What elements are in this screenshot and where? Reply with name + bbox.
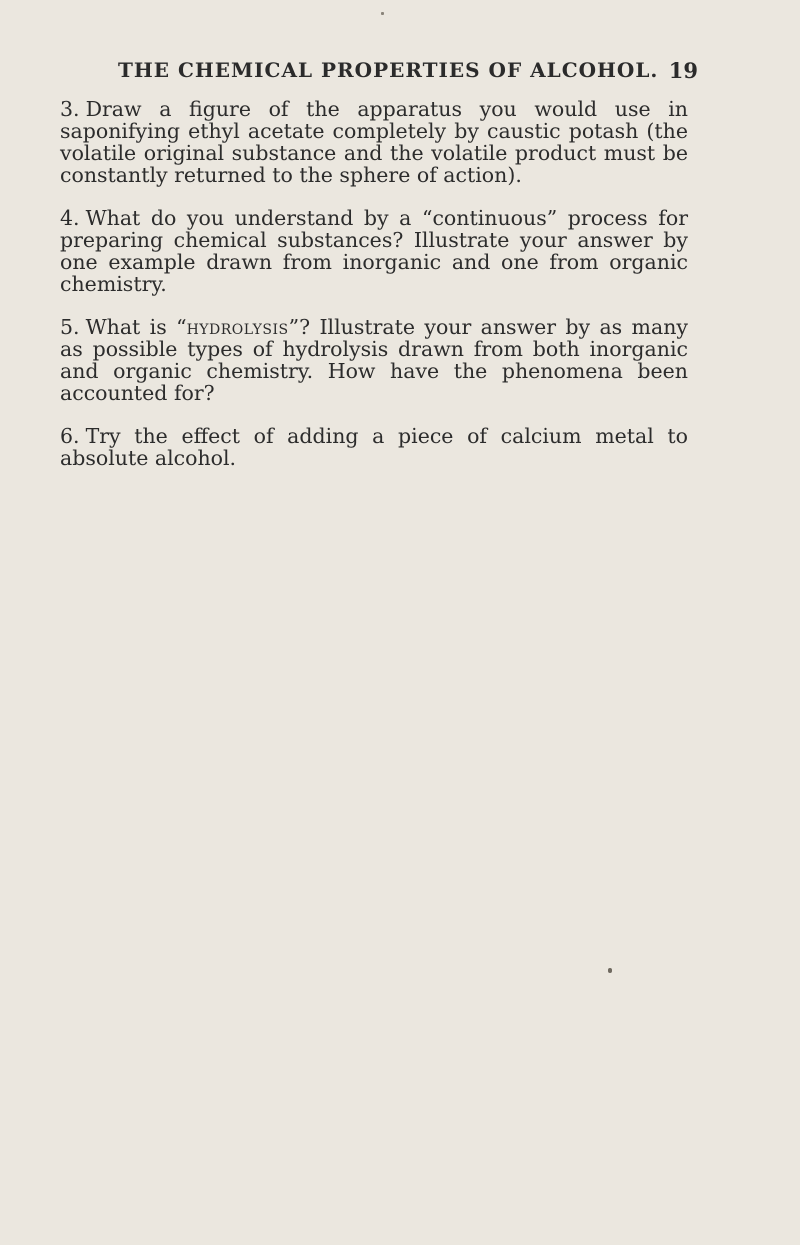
question-4	[60, 207, 688, 295]
question-6	[60, 425, 688, 469]
question-number: 3.	[60, 97, 80, 121]
running-head: THE CHEMICAL PROPERTIES OF ALCOHOL.	[118, 58, 659, 82]
page-header	[118, 58, 698, 88]
question-5	[60, 316, 688, 404]
question-number: 5.	[60, 315, 80, 339]
questions-list	[60, 98, 688, 490]
question-number: 4.	[60, 206, 80, 230]
question-text: Try the effect of adding a piece of calcium metal to absolute alcohol.	[60, 424, 688, 470]
question-term: hydrolysis	[186, 315, 289, 339]
page-number: 19	[668, 58, 698, 83]
question-text: Draw a figure of the apparatus you would use in saponifying ethyl acetate completely by caustic potash (the volatile original substance and the volatile product must be constantly returned to the sphere of action).	[60, 97, 688, 187]
question-number: 6.	[60, 424, 80, 448]
question-text-before: What is “	[85, 315, 187, 339]
question-3	[60, 98, 688, 186]
paper-speck	[608, 968, 612, 973]
question-text-after: ”? Illustrate your answer by as many as possible types of hydrolysis drawn from both inorganic and organic chemistry. How have the phenomena been accounted for?	[60, 315, 689, 405]
paper-mark	[381, 12, 384, 15]
question-text: What do you understand by a “continuous” process for preparing chemical substances? Illustrate your answer by one example drawn from inorganic and one from organic chemistry.	[60, 206, 688, 296]
